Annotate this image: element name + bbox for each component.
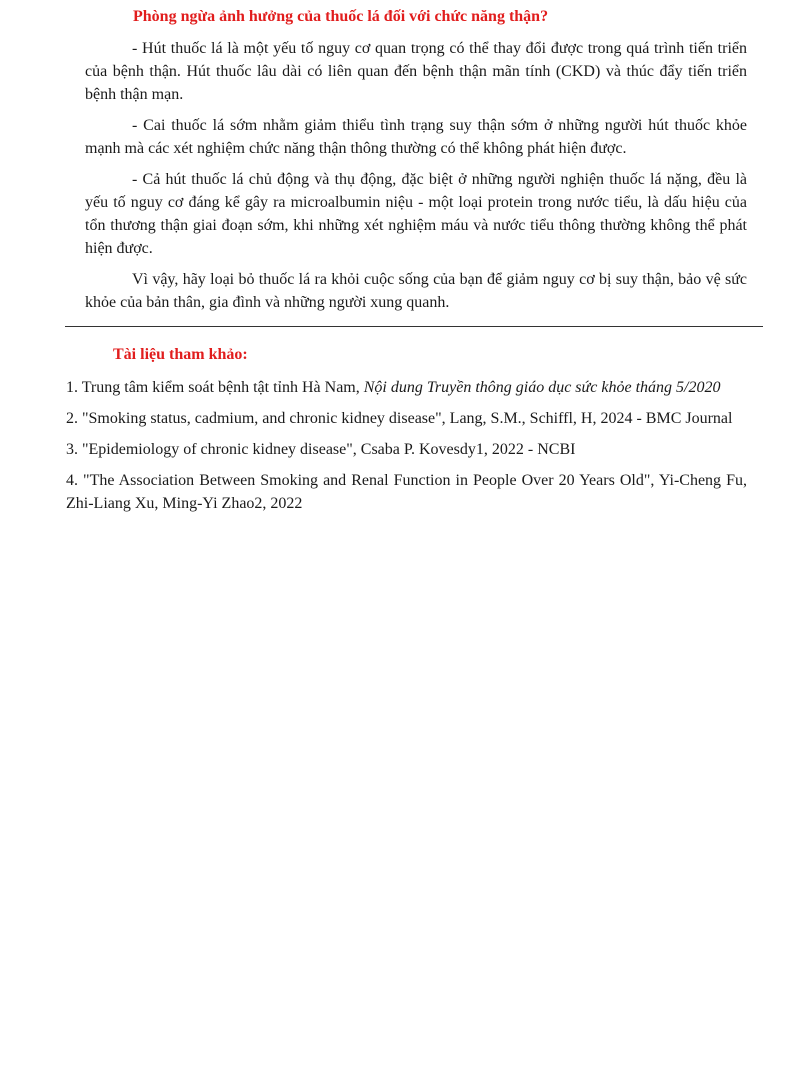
section-heading: Phòng ngừa ảnh hưởng của thuốc lá đối với chức năng thận? <box>133 8 549 25</box>
references-heading: Tài liệu tham khảo: <box>113 346 248 363</box>
reference-item-1 <box>66 376 747 399</box>
paragraph-smoking-risk: - Hút thuốc lá là một yếu tố nguy cơ quan trọng có thể thay đổi được trong quá trình tiến triển của bệnh thận. Hút thuốc lâu dài có liên quan đến bệnh thận mãn tính (CKD) và thúc đẩy tiến triển bệnh thận mạn. <box>85 40 747 103</box>
reference-item-2: 2. "Smoking status, cadmium, and chronic kidney disease", Lang, S.M., Schiffl, H, 2024 - BMC Journal <box>66 410 733 427</box>
section-divider <box>65 326 763 327</box>
reference-item-3: 3. "Epidemiology of chronic kidney disease", Csaba P. Kovesdy1, 2022 - NCBI <box>66 441 576 458</box>
section-body <box>85 37 747 322</box>
paragraph-microalbumin: - Cả hút thuốc lá chủ động và thụ động, đặc biệt ở những người nghiện thuốc lá nặng, đều là yếu tố nguy cơ đáng kể gây ra microalbumin niệu - một loại protein trong nước tiểu, là dấu hiệu của tổn thương thận giai đoạn sớm, khi những xét nghiệm máu và nước tiểu thông thường không thể phát hiện được. <box>85 171 747 257</box>
reference-1-source: 1. Trung tâm kiểm soát bệnh tật tỉnh Hà Nam, <box>66 379 364 396</box>
paragraph-quit-early: - Cai thuốc lá sớm nhằm giảm thiểu tình trạng suy thận sớm ở những người hút thuốc khỏe mạnh mà các xét nghiệm chức năng thận thông thường có thể không phát hiện được. <box>85 117 747 157</box>
reference-item-4: 4. "The Association Between Smoking and Renal Function in People Over 20 Years Old", Yi-Cheng Fu, Zhi-Liang Xu, Ming-Yi Zhao2, 2022 <box>66 472 747 512</box>
references-list <box>66 376 747 523</box>
paragraph-conclusion: Vì vậy, hãy loại bỏ thuốc lá ra khỏi cuộc sống của bạn để giảm nguy cơ bị suy thận, bảo vệ sức khỏe của bản thân, gia đình và những người xung quanh. <box>85 271 747 311</box>
reference-1-title: Nội dung Truyền thông giáo dục sức khỏe tháng 5/2020 <box>363 379 721 396</box>
